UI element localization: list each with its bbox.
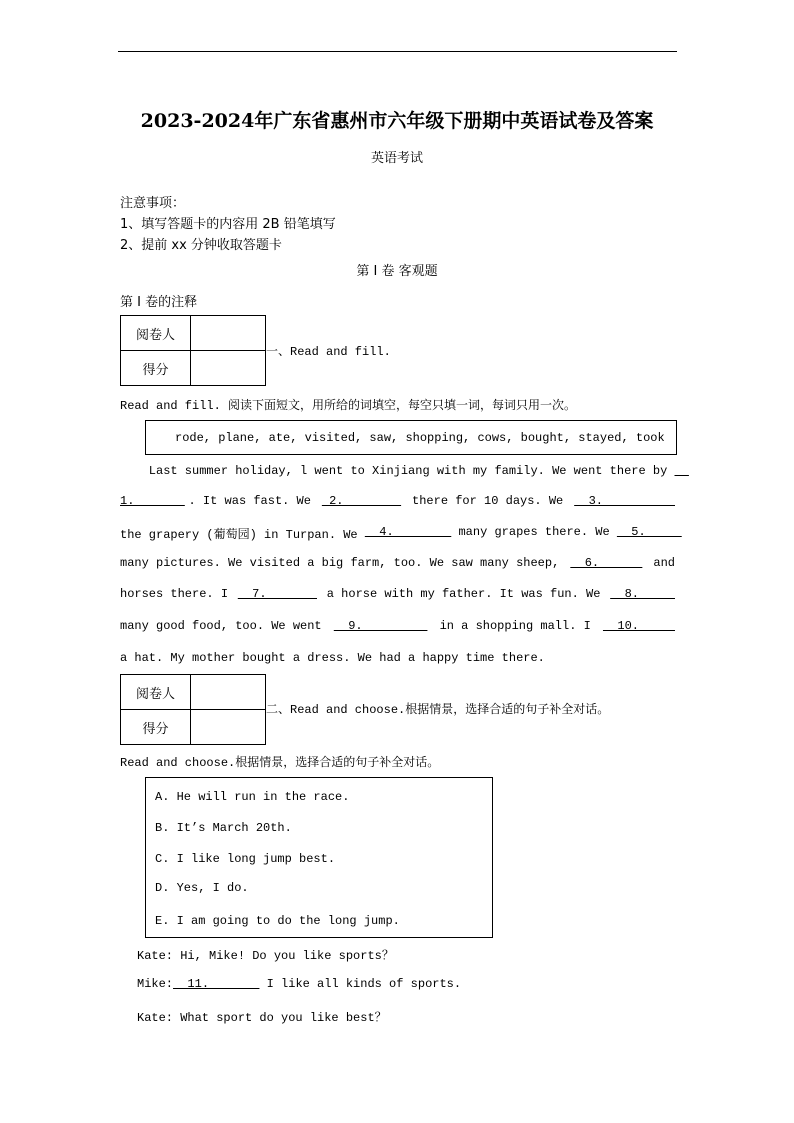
answer-blank[interactable]: 4. bbox=[364, 525, 452, 539]
line-text: Kate: What sport do you like best？ bbox=[137, 1011, 387, 1025]
answer-blank[interactable]: 5. bbox=[616, 525, 682, 539]
word-bank: rode, plane, ate, visited, saw, shopping, cows, bought, stayed, took bbox=[175, 431, 665, 445]
section2-heading: 二、Read and choose.根据情景，选择合适的句子补全对话。 bbox=[266, 703, 610, 717]
line-text: many grapes there. We bbox=[451, 525, 617, 539]
text-line bbox=[137, 977, 461, 991]
answer-blank[interactable]: 7. bbox=[237, 587, 317, 601]
note-item: 2、提前 xx 分钟收取答题卡 bbox=[120, 238, 282, 253]
text-line bbox=[137, 946, 394, 963]
option-b: B. It’s March 20th. bbox=[155, 821, 292, 835]
score-label: 得分 bbox=[121, 710, 191, 745]
score-table-2 bbox=[120, 674, 266, 745]
page-title: 2023-2024年广东省惠州市六年级下册期中英语试卷及答案 bbox=[140, 110, 654, 132]
line-text: a hat. My mother bought a dress. We had a happy time there. bbox=[120, 651, 545, 665]
answer-blank[interactable]: 8. bbox=[610, 587, 675, 601]
text-line bbox=[137, 1008, 387, 1025]
notes-heading: 注意事项： bbox=[120, 196, 186, 211]
answer-blank[interactable]: 2. bbox=[321, 494, 402, 508]
answer-blank[interactable] bbox=[675, 464, 689, 478]
reviewer-label: 阅卷人 bbox=[121, 675, 191, 710]
line-text: many good food, too. We went bbox=[120, 619, 329, 633]
reviewer-cell bbox=[191, 675, 266, 710]
volume-note: 第 I 卷的注释 bbox=[120, 295, 198, 310]
note-item: 1、填写答题卡的内容用 2B 铅笔填写 bbox=[120, 217, 336, 232]
line-text: and bbox=[646, 556, 675, 570]
text-line bbox=[120, 464, 675, 478]
line-text: . It was fast. We bbox=[188, 494, 319, 508]
line-text: a horse with my father. It was fun. We bbox=[319, 587, 608, 601]
line-text: Last summer holiday, l went to Xinjiang with my family. We went there by bbox=[120, 464, 675, 478]
text-line bbox=[120, 525, 682, 542]
section1-instruction: Read and fill. 阅读下面短文，用所给的词填空，每空只填一词，每词只用一次。 bbox=[120, 399, 577, 413]
line-text: I like all kinds of sports. bbox=[259, 977, 462, 991]
answer-blank[interactable]: 11. bbox=[173, 977, 260, 991]
word-bank-box bbox=[145, 420, 677, 455]
text-line bbox=[120, 556, 675, 570]
option-c: C. I like long jump best. bbox=[155, 852, 336, 866]
section2-instruction: Read and choose.根据情景，选择合适的句子补全对话。 bbox=[120, 756, 440, 770]
reviewer-cell bbox=[191, 316, 266, 351]
line-text: there for 10 days. We bbox=[404, 494, 571, 508]
line-text: Mike: bbox=[137, 977, 174, 991]
subtitle: 英语考试 bbox=[370, 151, 423, 166]
answer-blank[interactable]: 10. bbox=[602, 619, 675, 633]
answer-blank[interactable]: 6. bbox=[570, 556, 643, 570]
line-text: Kate: Hi, Mike! Do you like sports？ bbox=[137, 949, 394, 963]
answer-blank[interactable]: 3. bbox=[574, 494, 675, 508]
section1-heading: 一、Read and fill. bbox=[266, 345, 391, 359]
score-cell bbox=[191, 351, 266, 386]
line-text: in a shopping mall. I bbox=[432, 619, 599, 633]
header-rule bbox=[118, 51, 677, 52]
option-d: D. Yes, I do. bbox=[155, 881, 249, 895]
text-line bbox=[120, 587, 675, 601]
options-box bbox=[145, 777, 493, 938]
text-line bbox=[120, 651, 545, 665]
line-text: horses there. I bbox=[120, 587, 236, 601]
reviewer-label: 阅卷人 bbox=[121, 316, 191, 351]
option-a: A. He will run in the race. bbox=[155, 790, 350, 804]
line-text: the grapery (葡萄园) in Turpan. We bbox=[120, 528, 365, 542]
answer-blank[interactable]: 1. bbox=[120, 494, 185, 508]
score-table-1 bbox=[120, 315, 266, 386]
score-cell bbox=[191, 710, 266, 745]
text-line bbox=[120, 494, 675, 508]
volume-heading: 第 I 卷 客观题 bbox=[356, 264, 438, 279]
score-label: 得分 bbox=[121, 351, 191, 386]
option-e: E. I am going to do the long jump. bbox=[155, 914, 400, 928]
answer-blank[interactable]: 9. bbox=[333, 619, 428, 633]
line-text: many pictures. We visited a big farm, too. We saw many sheep, bbox=[120, 556, 567, 570]
text-line bbox=[120, 619, 675, 633]
